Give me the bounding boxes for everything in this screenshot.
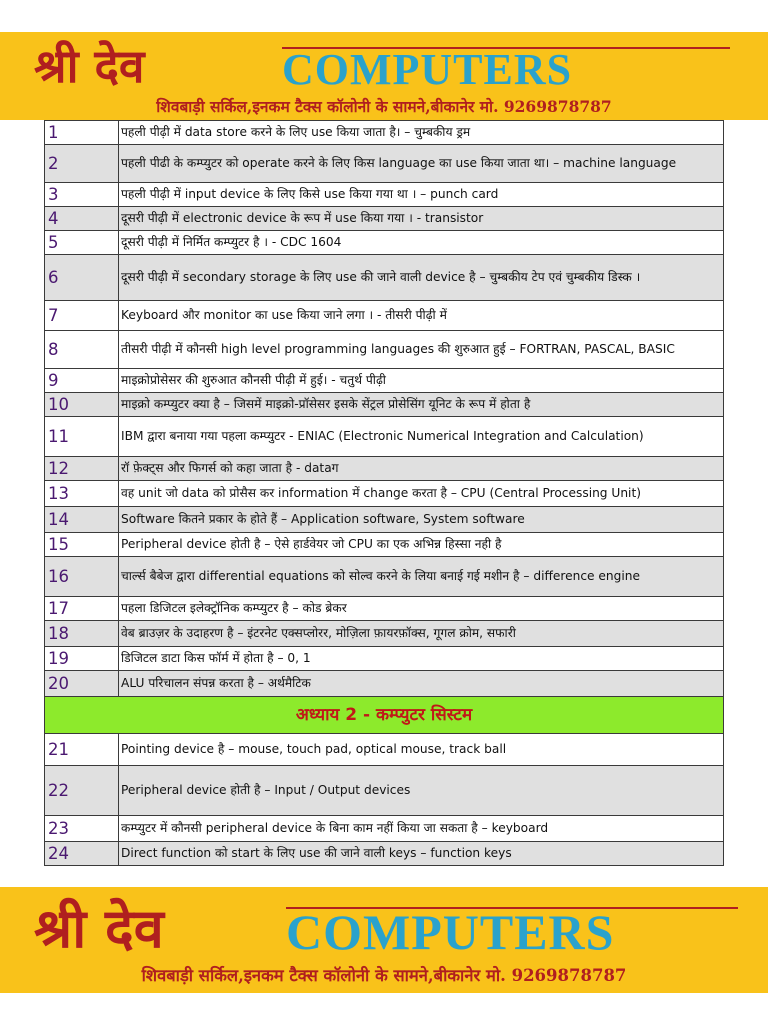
table-row	[45, 369, 724, 393]
table-row	[45, 145, 724, 183]
footer-brand-english: COMPUTERS	[286, 904, 615, 960]
brand-english: COMPUTERS	[282, 45, 573, 94]
question-number: 11	[45, 417, 119, 457]
question-text: वेब ब्राउज़र के उदाहरण है – इंटरनेट एक्सप्लोरर, मोज़िला फ़ायरफ़ॉक्स, गूगल क्रोम, सफारी	[119, 621, 724, 647]
question-number: 23	[45, 816, 119, 842]
table-row	[45, 766, 724, 816]
question-text: चार्ल्स बैबेज द्वारा differential equations को सोल्व करने के लिया बनाई गई मशीन है – difference engine	[119, 557, 724, 597]
question-number: 6	[45, 255, 119, 301]
chapter-heading: अध्याय 2 - कम्प्युटर सिस्टम	[45, 697, 724, 734]
question-number: 4	[45, 207, 119, 231]
question-text: दूसरी पीढ़ी में निर्मित कम्प्युटर है । - CDC 1604	[119, 231, 724, 255]
question-number: 18	[45, 621, 119, 647]
question-text: Peripheral device होती है – ऐसे हार्डवेयर जो CPU का एक अभिन्न हिस्सा नही है	[119, 533, 724, 557]
question-number: 9	[45, 369, 119, 393]
question-text: पहली पीढ़ी में input device के लिए किसे use किया गया था । – punch card	[119, 183, 724, 207]
table-row	[45, 557, 724, 597]
table-row	[45, 301, 724, 331]
table-row	[45, 207, 724, 231]
chapter-row	[45, 697, 724, 734]
question-text: ALU परिचालन संपन्न करता है – अर्थमैटिक	[119, 671, 724, 697]
question-text: वह unit जो data को प्रोसैस कर information में change करता है – CPU (Central Processing Unit)	[119, 481, 724, 507]
question-text: Direct function को start के लिए use की जाने वाली keys – function keys	[119, 842, 724, 866]
table-row	[45, 671, 724, 697]
question-number: 22	[45, 766, 119, 816]
question-text: Peripheral device होती है – Input / Output devices	[119, 766, 724, 816]
table-row	[45, 621, 724, 647]
question-number: 1	[45, 121, 119, 145]
question-text: पहली पीढी के कम्प्युटर को operate करने के लिए किस language का use किया जाता था। – machine language	[119, 145, 724, 183]
question-text: डिजिटल डाटा किस फॉर्म में होता है – 0, 1	[119, 647, 724, 671]
table-row	[45, 417, 724, 457]
question-number: 24	[45, 842, 119, 866]
table-row	[45, 842, 724, 866]
table-row	[45, 597, 724, 621]
question-number: 12	[45, 457, 119, 481]
table-row	[45, 255, 724, 301]
question-number: 10	[45, 393, 119, 417]
question-text: रॉ फ़ेक्ट्स और फिगर्स को कहा जाता है - dataग	[119, 457, 724, 481]
table-row	[45, 457, 724, 481]
table-row	[45, 121, 724, 145]
question-number: 21	[45, 734, 119, 766]
header-address: शिवबाड़ी सर्किल,इनकम टैक्स कॉलोनी के सामने,बीकानेर मो. 9269878787	[156, 97, 612, 116]
brand-hindi: श्री देव	[34, 39, 145, 93]
question-number: 16	[45, 557, 119, 597]
question-number: 15	[45, 533, 119, 557]
table-row	[45, 331, 724, 369]
table-row	[45, 507, 724, 533]
question-text: पहला डिजिटल इलेक्ट्रॉनिक कम्प्युटर है – कोड ब्रेकर	[119, 597, 724, 621]
question-text: दूसरी पीढ़ी में electronic device के रूप में use किया गया । - transistor	[119, 207, 724, 231]
question-number: 5	[45, 231, 119, 255]
question-number: 3	[45, 183, 119, 207]
table-row	[45, 734, 724, 766]
question-text: Keyboard और monitor का use किया जाने लगा । - तीसरी पीढ़ी में	[119, 301, 724, 331]
header-banner	[0, 32, 768, 120]
question-number: 8	[45, 331, 119, 369]
table-row	[45, 231, 724, 255]
question-text: Pointing device है – mouse, touch pad, optical mouse, track ball	[119, 734, 724, 766]
footer-address: शिवबाड़ी सर्किल,इनकम टैक्स कॉलोनी के सामने,बीकानेर मो. 9269878787	[141, 966, 627, 985]
question-number: 2	[45, 145, 119, 183]
question-text: पहली पीढ़ी में data store करने के लिए use किया जाता है। – चुम्बकीय ड्रम	[119, 121, 724, 145]
table-row	[45, 816, 724, 842]
question-text: Software कितने प्रकार के होते हैं – Application software, System software	[119, 507, 724, 533]
question-number: 17	[45, 597, 119, 621]
question-number: 7	[45, 301, 119, 331]
question-text: IBM द्वारा बनाया गया पहला कम्प्युटर - ENIAC (Electronic Numerical Integration and Calculation)	[119, 417, 724, 457]
table-row	[45, 647, 724, 671]
question-text: दूसरी पीढ़ी में secondary storage के लिए use की जाने वाली device है – चुम्बकीय टेप एवं चुम्बकीय डिस्क ।	[119, 255, 724, 301]
question-number: 19	[45, 647, 119, 671]
footer-banner	[0, 887, 768, 993]
question-number: 13	[45, 481, 119, 507]
question-number: 14	[45, 507, 119, 533]
question-text: कम्प्युटर में कौनसी peripheral device के बिना काम नहीं किया जा सकता है – keyboard	[119, 816, 724, 842]
question-number: 20	[45, 671, 119, 697]
questions-table	[44, 120, 724, 866]
question-text: माइक्रो कम्प्युटर क्या है – जिसमें माइक्रो-प्रॉसेसर इसके सेंट्रल प्रोसेसिंग यूनिट के रूप में होता है	[119, 393, 724, 417]
question-text: तीसरी पीढ़ी में कौनसी high level programming languages की शुरुआत हुई – FORTRAN, PASCAL, BASIC	[119, 331, 724, 369]
question-text: माइक्रोप्रोसेसर की शुरुआत कौनसी पीढ़ी में हुई। - चतुर्थ पीढ़ी	[119, 369, 724, 393]
table-row	[45, 393, 724, 417]
table-row	[45, 183, 724, 207]
footer-brand-hindi: श्री देव	[34, 896, 164, 960]
table-row	[45, 481, 724, 507]
table-row	[45, 533, 724, 557]
